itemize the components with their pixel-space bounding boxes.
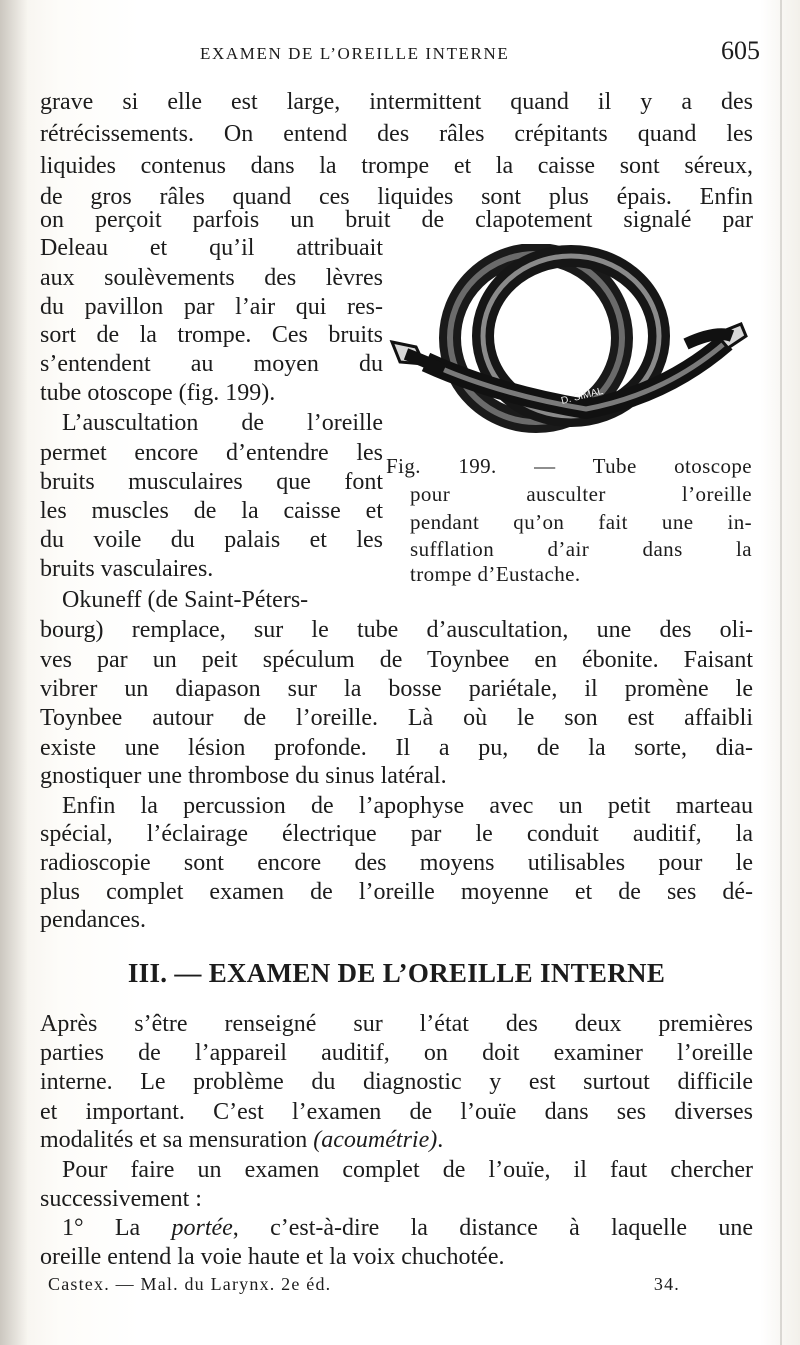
text-line: oreille entend la voie haute et la voix chuchotée.: [40, 1244, 505, 1270]
text-line: on perçoit parfois un bruit de clapotement signalé par: [40, 207, 753, 233]
text-line: [62, 1212, 753, 1244]
figure-caption-line: trompe d’Eustache.: [410, 562, 581, 586]
text-line: L’auscultation de l’oreille: [62, 410, 383, 436]
text-line: du voile du palais et les: [40, 527, 383, 553]
text-line: bruits musculaires que font: [40, 469, 383, 495]
figure-caption-line: pendant qu’on fait une in-: [410, 510, 752, 534]
footer-signature: Castex. — Mal. du Larynx. 2e éd.: [48, 1274, 332, 1294]
text-line: vibrer un diapason sur la bosse pariétale, il promène le: [40, 676, 753, 702]
otoscope-tube-illustration: [386, 244, 752, 444]
text-line: plus complet examen de l’oreille moyenne et de ses dé-: [40, 879, 753, 905]
text-line: interne. Le problème du diagnostic y est surtout difficile: [40, 1069, 753, 1095]
text-line: Pour faire un examen complet de l’ouïe, il faut chercher: [62, 1157, 753, 1183]
gutter-shadow: [0, 0, 28, 1345]
text-line: tube otoscope (fig. 199).: [40, 380, 276, 406]
text-line: permet encore d’entendre les: [40, 440, 383, 466]
text-span: 1° La: [62, 1215, 172, 1241]
otoscope-tube-figure: [386, 244, 752, 444]
figure-caption-line: Fig. 199. — Tube otoscope: [386, 454, 752, 478]
page-edge: [780, 0, 782, 1345]
text-line: parties de l’appareil auditif, on doit examiner l’oreille: [40, 1040, 753, 1066]
text-line: rétrécissements. On entend des râles crépitants quand les: [40, 121, 753, 147]
text-line: liquides contenus dans la trompe et la caisse sont séreux,: [40, 153, 753, 179]
text-line: aux soulèvements des lèvres: [40, 265, 383, 291]
text-line: existe une lésion profonde. Il a pu, de la sorte, dia-: [40, 735, 753, 761]
portee-term: portée: [171, 1215, 233, 1241]
text-line: Après s’être renseigné sur l’état des deux premières: [40, 1011, 753, 1037]
text-line: Toynbee autour de l’oreille. Là où le son est affaibli: [40, 705, 753, 731]
section-heading: III. — EXAMEN DE L’OREILLE INTERNE: [127, 958, 666, 988]
text-line: les muscles de la caisse et: [40, 498, 383, 524]
text-line: pendances.: [40, 907, 146, 933]
text-line: bruits vasculaires.: [40, 556, 214, 582]
figure-caption-line: pour ausculter l’oreille: [410, 482, 752, 506]
text-line: Okuneff (de Saint-Péters-: [62, 587, 309, 613]
text-line: [40, 1124, 753, 1156]
text-line: ves par un peit spéculum de Toynbee en ébonite. Faisant: [40, 647, 753, 673]
figure-caption-line: sufflation d’air dans la: [410, 537, 752, 561]
text-line: Deleau et qu’il attribuait: [40, 235, 383, 261]
text-span: , c’est-à-dire la distance à laquelle une: [232, 1215, 753, 1241]
text-span: .: [437, 1127, 444, 1153]
running-header: [200, 36, 760, 66]
text-line: spécial, l’éclairage électrique par le conduit auditif, la: [40, 821, 753, 847]
text-line: de gros râles quand ces liquides sont plus épais. Enfin: [40, 184, 753, 210]
text-line: s’entendent au moyen du: [40, 351, 383, 377]
text-line: grave si elle est large, intermittent quand il y a des: [40, 89, 753, 115]
acoumetrie-term: (acoumétrie): [313, 1127, 438, 1153]
text-line: sort de la trompe. Ces bruits: [40, 322, 383, 348]
text-line: bourg) remplace, sur le tube d’auscultation, une des oli-: [40, 617, 753, 643]
text-line: radioscopie sont encore des moyens utilisables pour le: [40, 850, 753, 876]
page-number: 605: [721, 36, 760, 65]
text-span: modalités et sa mensuration: [40, 1127, 314, 1153]
text-line: Enfin la percussion de l’apophyse avec un petit marteau: [62, 793, 753, 819]
text-line: du pavillon par l’air qui res-: [40, 294, 383, 320]
text-line: gnostiquer une thrombose du sinus latéral.: [40, 763, 447, 789]
signature-mark: 34.: [653, 1274, 680, 1294]
text-line: successivement :: [40, 1186, 202, 1212]
text-line: et important. C’est l’examen de l’ouïe dans ses diverses: [40, 1099, 753, 1125]
running-title: EXAMEN DE L’OREILLE INTERNE: [200, 44, 510, 63]
engraver-mark: D. SIMAL: [560, 385, 605, 407]
page-footer: [48, 1274, 680, 1302]
